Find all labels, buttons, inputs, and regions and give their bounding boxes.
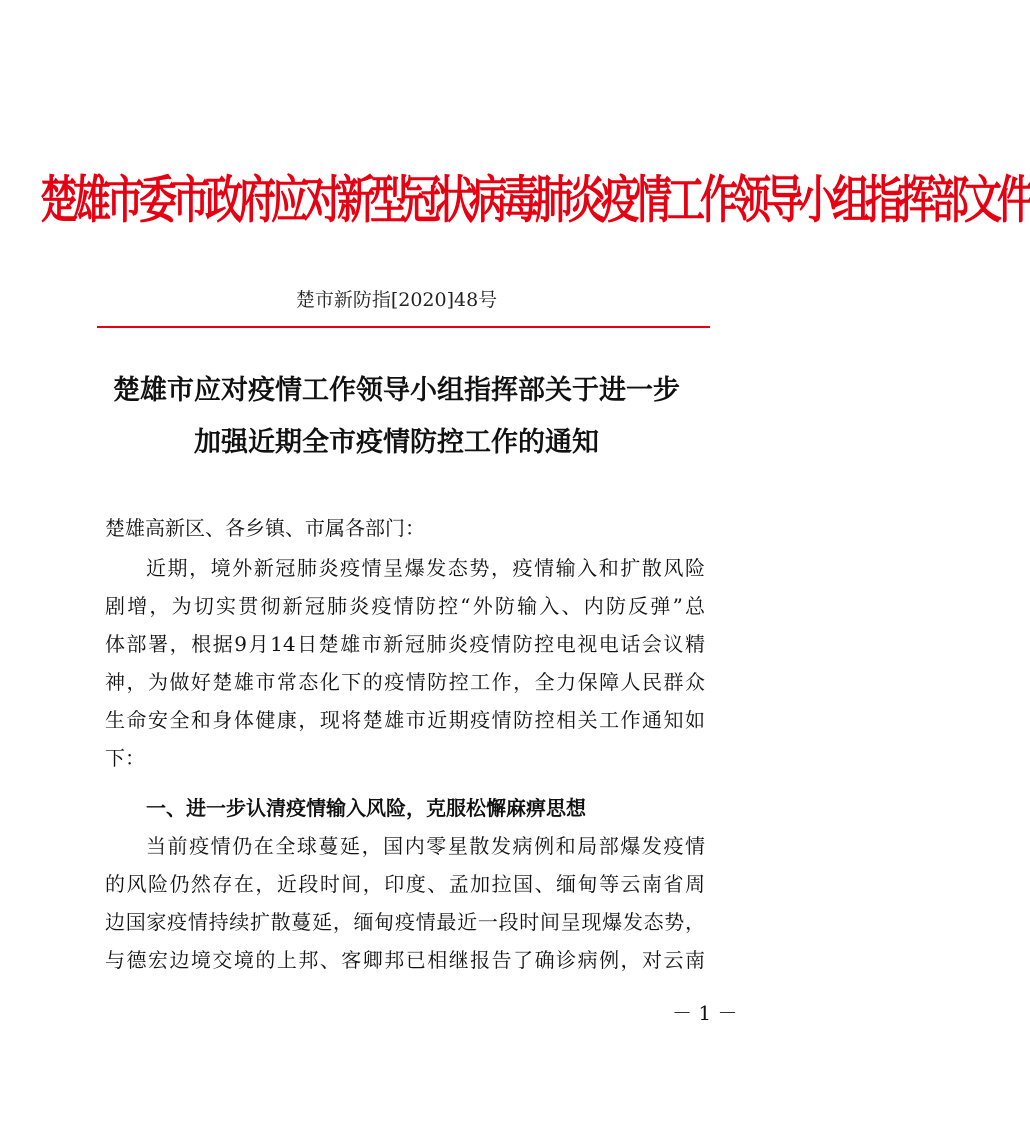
paragraph-1-line: 下： [105, 746, 145, 770]
paragraph-2-line: 边国家疫情持续扩散蔓延，缅甸疫情最近一段时间呈现爆发态势， [105, 910, 705, 934]
paragraph-2-line: 与德宏边境交境的上邦、客卿邦已相继报告了确诊病例，对云南 [105, 948, 705, 972]
paragraph-2-line: 的风险仍然存在，近段时间，印度、孟加拉国、缅甸等云南省周 [105, 872, 705, 896]
paragraph-1-line: 近期，境外新冠肺炎疫情呈爆发态势，疫情输入和扩散风险 [146, 556, 705, 580]
notice-title-line-1: 楚雄市应对疫情工作领导小组指挥部关于进一步 [113, 375, 680, 406]
addressee: 楚雄高新区、各乡镇、市属各部门： [105, 516, 425, 540]
paragraph-1-line: 剧增，为切实贯彻新冠肺炎疫情防控“外防输入、内防反弹”总 [105, 594, 705, 618]
issuing-org-title: 楚雄市委市政府应对新型冠状病毒肺炎疫情工作领导小组指挥部文件 [40, 168, 1030, 230]
paragraph-1-line: 生命安全和身体健康，现将楚雄市近期疫情防控相关工作通知如 [105, 708, 705, 732]
notice-title-line-2: 加强近期全市疫情防控工作的通知 [194, 427, 599, 458]
paragraph-2-line: 当前疫情仍在全球蔓延，国内零星散发病例和局部爆发疫情 [146, 834, 705, 858]
document-number: 楚市新防指[2020]48号 [295, 289, 498, 311]
section-1-heading: 一、进一步认清疫情输入风险，克服松懈麻痹思想 [146, 796, 586, 820]
paragraph-1-line: 体部署，根据9月14日楚雄市新冠肺炎疫情防控电视电话会议精 [105, 632, 705, 656]
paragraph-1-line: 神，为做好楚雄市常态化下的疫情防控工作，全力保障人民群众 [105, 670, 705, 694]
red-divider-line [97, 326, 710, 328]
page-number: － 1 － [672, 1001, 738, 1025]
